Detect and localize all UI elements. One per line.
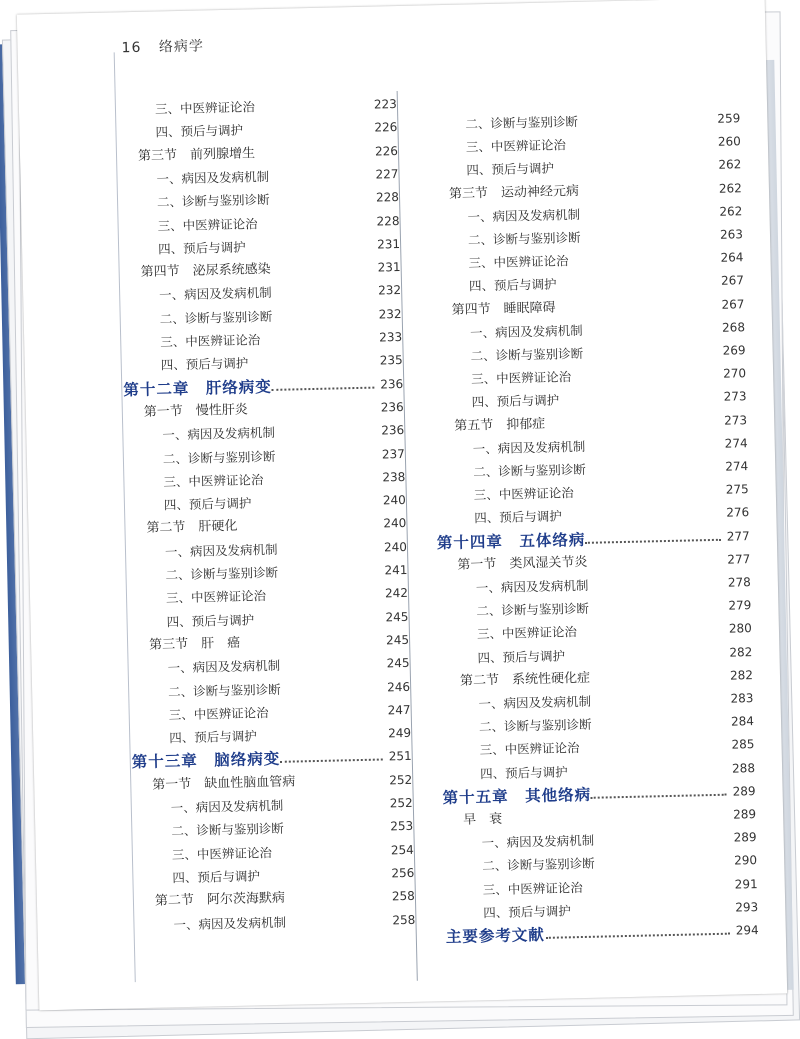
page-ref: 263 — [719, 227, 744, 242]
page-ref: 245 — [385, 609, 409, 624]
subsection-title: 四、预后与调护 — [479, 763, 568, 781]
page-ref: 274 — [724, 435, 748, 451]
subsection-title: 三、中医辨证论治 — [465, 137, 567, 155]
page-ref: 233 — [379, 329, 403, 345]
subsection-title: 四、预后与调护 — [468, 276, 557, 294]
page-ref: 232 — [378, 306, 402, 322]
subsection-title: 一、病因及发病机制 — [162, 425, 276, 443]
page-ref: 264 — [720, 250, 744, 265]
subsection-title: 四、预后与调护 — [483, 903, 571, 921]
subsection-title: 一、病因及发病机制 — [467, 206, 581, 225]
subsection-title: 二、诊断与鉴别诊断 — [467, 229, 581, 248]
subsection-title: 一、病因及发病机制 — [159, 285, 272, 303]
subsection-title: 三、中医辨证论治 — [160, 332, 261, 350]
subsection-title: 四、预后与调护 — [477, 647, 566, 665]
page-ref: 238 — [382, 469, 406, 485]
subsection-title: 四、预后与调护 — [471, 392, 560, 410]
page-ref: 249 — [388, 725, 412, 741]
page-ref: 240 — [383, 516, 407, 531]
page-ref: 267 — [721, 296, 745, 312]
leader-dots — [271, 374, 374, 390]
page-ref: 226 — [374, 143, 399, 159]
subsection-title: 二、诊断与鉴别诊断 — [162, 448, 276, 466]
page-ref: 241 — [384, 562, 408, 578]
subsection-title: 二、诊断与鉴别诊断 — [465, 113, 579, 132]
chapter-title: 第十五章 其他络病 — [442, 785, 592, 807]
page-ref: 251 — [388, 749, 412, 764]
page-ref: 274 — [725, 459, 749, 474]
subsection-title: 二、诊断与鉴别诊断 — [476, 600, 590, 619]
subsection-title: 一、病因及发病机制 — [173, 914, 287, 932]
subsection-title: 一、病因及发病机制 — [469, 322, 583, 341]
subsection-title: 三、中医辨证论治 — [471, 369, 572, 387]
subsection-title: 一、病因及发病机制 — [156, 168, 270, 187]
page-ref: 240 — [382, 493, 406, 508]
page-ref: 256 — [391, 865, 415, 881]
leader-dots — [546, 921, 730, 939]
subsection-title: 三、中医辨证论治 — [468, 253, 569, 271]
page-ref: 289 — [732, 807, 757, 822]
page-ref: 232 — [377, 283, 402, 298]
subsection-title: 二、诊断与鉴别诊断 — [473, 461, 586, 480]
subsection-title: 三、中医辨证论治 — [165, 588, 267, 606]
section-title: 第四节 泌尿系统感染 — [140, 262, 271, 280]
subsection-title: 一、病因及发病机制 — [475, 577, 589, 596]
subsection-title: 四、预后与调护 — [169, 728, 257, 746]
subsection-title: 一、病因及发病机制 — [478, 693, 592, 712]
section-title: 第四节 睡眠障碍 — [451, 300, 556, 318]
subsection-title: 四、预后与调护 — [466, 160, 555, 178]
page-ref: 253 — [390, 819, 414, 834]
page-ref: 252 — [389, 795, 413, 811]
page-ref: 290 — [734, 853, 758, 868]
subsection-title: 三、中医辨证论治 — [482, 879, 583, 897]
subsection-title: 二、诊断与鉴别诊断 — [156, 192, 270, 210]
chapter-title: 第十二章 肝络病变 — [123, 377, 273, 399]
subsection-title: 二、诊断与鉴别诊断 — [482, 856, 595, 874]
toc-page — [17, 0, 787, 1010]
page-ref: 291 — [734, 876, 758, 892]
page-ref: 258 — [392, 912, 416, 927]
section-title: 第三节 前列腺增生 — [137, 145, 256, 164]
page-ref: 280 — [728, 621, 752, 637]
chapter-title: 第十四章 五体络病 — [436, 530, 586, 552]
leader-dots — [280, 747, 383, 763]
page-ref: 262 — [718, 157, 742, 173]
subsection-title: 二、诊断与鉴别诊断 — [165, 564, 279, 583]
page-ref: 260 — [717, 134, 741, 149]
subsection-title: 四、预后与调护 — [163, 495, 252, 513]
page-ref: 269 — [722, 343, 746, 358]
subsection-title: 二、诊断与鉴别诊断 — [168, 681, 281, 699]
page-ref: 252 — [389, 772, 413, 788]
toc-entry — [418, 920, 778, 948]
page-ref: 268 — [721, 319, 746, 335]
page-ref: 288 — [731, 760, 756, 776]
page-ref: 270 — [722, 366, 747, 381]
page-ref: 236 — [380, 376, 404, 392]
page-ref: 275 — [725, 482, 749, 497]
subsection-title: 二、诊断与鉴别诊断 — [171, 821, 285, 839]
subsection-title: 四、预后与调护 — [155, 122, 244, 140]
subsection-title: 三、中医辨证论治 — [163, 471, 264, 490]
page-ref: 289 — [733, 830, 757, 845]
page-ref: 246 — [386, 679, 411, 694]
section-title: 第三节 肝 癌 — [148, 635, 241, 653]
subsection-title: 一、病因及发病机制 — [481, 832, 595, 851]
leader-dots — [585, 526, 721, 543]
section-title: 第三节 运动神经元病 — [448, 183, 580, 202]
book-title: 络病学 — [158, 38, 205, 56]
page-ref: 277 — [726, 528, 750, 544]
page-ref: 242 — [384, 586, 409, 601]
page-ref: 283 — [730, 691, 754, 706]
page-ref: 294 — [735, 923, 759, 938]
subsection-title: 三、中医辨证论治 — [171, 844, 273, 862]
chapter-title: 第十三章 脑络病变 — [131, 750, 281, 772]
page-ref: 247 — [387, 702, 411, 718]
subsection-title: 一、病因及发病机制 — [164, 541, 278, 560]
section-title: 第五节 抑郁症 — [454, 416, 546, 434]
page-ref: 267 — [720, 273, 745, 289]
section-title: 第一节 缺血性脑血管病 — [152, 774, 296, 793]
subsection-title: 四、预后与调护 — [160, 355, 249, 373]
chapter-title: 主要参考文献 — [445, 925, 546, 947]
page-ref: 262 — [719, 204, 743, 219]
page-ref: 279 — [728, 598, 752, 613]
subsection-title: 四、预后与调护 — [474, 508, 563, 526]
page-number: 16 — [121, 39, 142, 57]
section-title: 第二节 系统性硬化症 — [459, 670, 591, 689]
page-ref: 277 — [727, 551, 751, 567]
subsection-title: 二、诊断与鉴别诊断 — [470, 345, 584, 364]
subsection-title: 三、中医辨证论治 — [473, 485, 574, 503]
page-ref: 228 — [375, 190, 400, 205]
page-ref: 285 — [731, 737, 755, 752]
subsection-title: 四、预后与调护 — [166, 611, 255, 629]
section-title: 早 衰 — [463, 811, 503, 828]
subsection-title: 二、诊断与鉴别诊断 — [159, 308, 273, 327]
subsection-title: 四、预后与调护 — [172, 868, 261, 886]
page-ref: 276 — [726, 505, 750, 521]
section-title: 第一节 慢性肝炎 — [143, 402, 249, 420]
subsection-title: 三、中医辨证论治 — [476, 624, 578, 642]
page-ref: 289 — [732, 783, 756, 799]
page-ref: 259 — [717, 111, 741, 126]
section-title: 第一节 类风湿关节炎 — [457, 554, 588, 573]
page-ref: 293 — [735, 899, 759, 915]
subsection-title: 二、诊断与鉴别诊断 — [478, 716, 592, 735]
page-ref: 231 — [377, 260, 401, 275]
subsection-title: 一、病因及发病机制 — [170, 797, 284, 816]
page-ref: 282 — [729, 644, 753, 660]
page-ref: 278 — [727, 575, 751, 590]
subsection-title: 一、病因及发病机制 — [167, 657, 281, 676]
page-ref: 240 — [383, 539, 408, 555]
page-ref: 236 — [380, 399, 404, 415]
section-title: 第二节 阿尔茨海默病 — [154, 890, 286, 909]
page-ref: 258 — [391, 888, 415, 904]
page-ref: 254 — [390, 842, 414, 857]
toc-entry — [37, 909, 415, 938]
page-ref: 273 — [723, 389, 747, 405]
page-ref: 273 — [724, 412, 748, 428]
subsection-title: 一、病因及发病机制 — [472, 438, 586, 457]
subsection-title: 三、中医辨证论治 — [168, 704, 269, 723]
page-ref: 227 — [375, 166, 399, 182]
page-ref: 282 — [729, 667, 754, 683]
page-header — [121, 35, 204, 57]
page-ref: 231 — [376, 236, 401, 252]
subsection-title: 三、中医辨证论治 — [479, 740, 580, 758]
page-ref: 226 — [374, 120, 398, 135]
page-ref: 223 — [373, 97, 397, 112]
subsection-title: 三、中医辨证论治 — [154, 99, 256, 117]
page-ref: 236 — [381, 423, 405, 438]
page-ref: 228 — [376, 213, 400, 229]
page-ref: 262 — [718, 180, 742, 196]
page-ref: 245 — [385, 632, 410, 648]
subsection-title: 四、预后与调护 — [157, 239, 246, 257]
subsection-title: 三、中医辨证论治 — [157, 215, 258, 233]
page-ref: 235 — [379, 353, 403, 368]
section-title: 第二节 肝硬化 — [146, 519, 238, 537]
page-ref: 245 — [386, 656, 410, 671]
leader-dots — [590, 782, 726, 799]
page-ref: 237 — [381, 446, 405, 461]
page-ref: 284 — [730, 714, 755, 729]
